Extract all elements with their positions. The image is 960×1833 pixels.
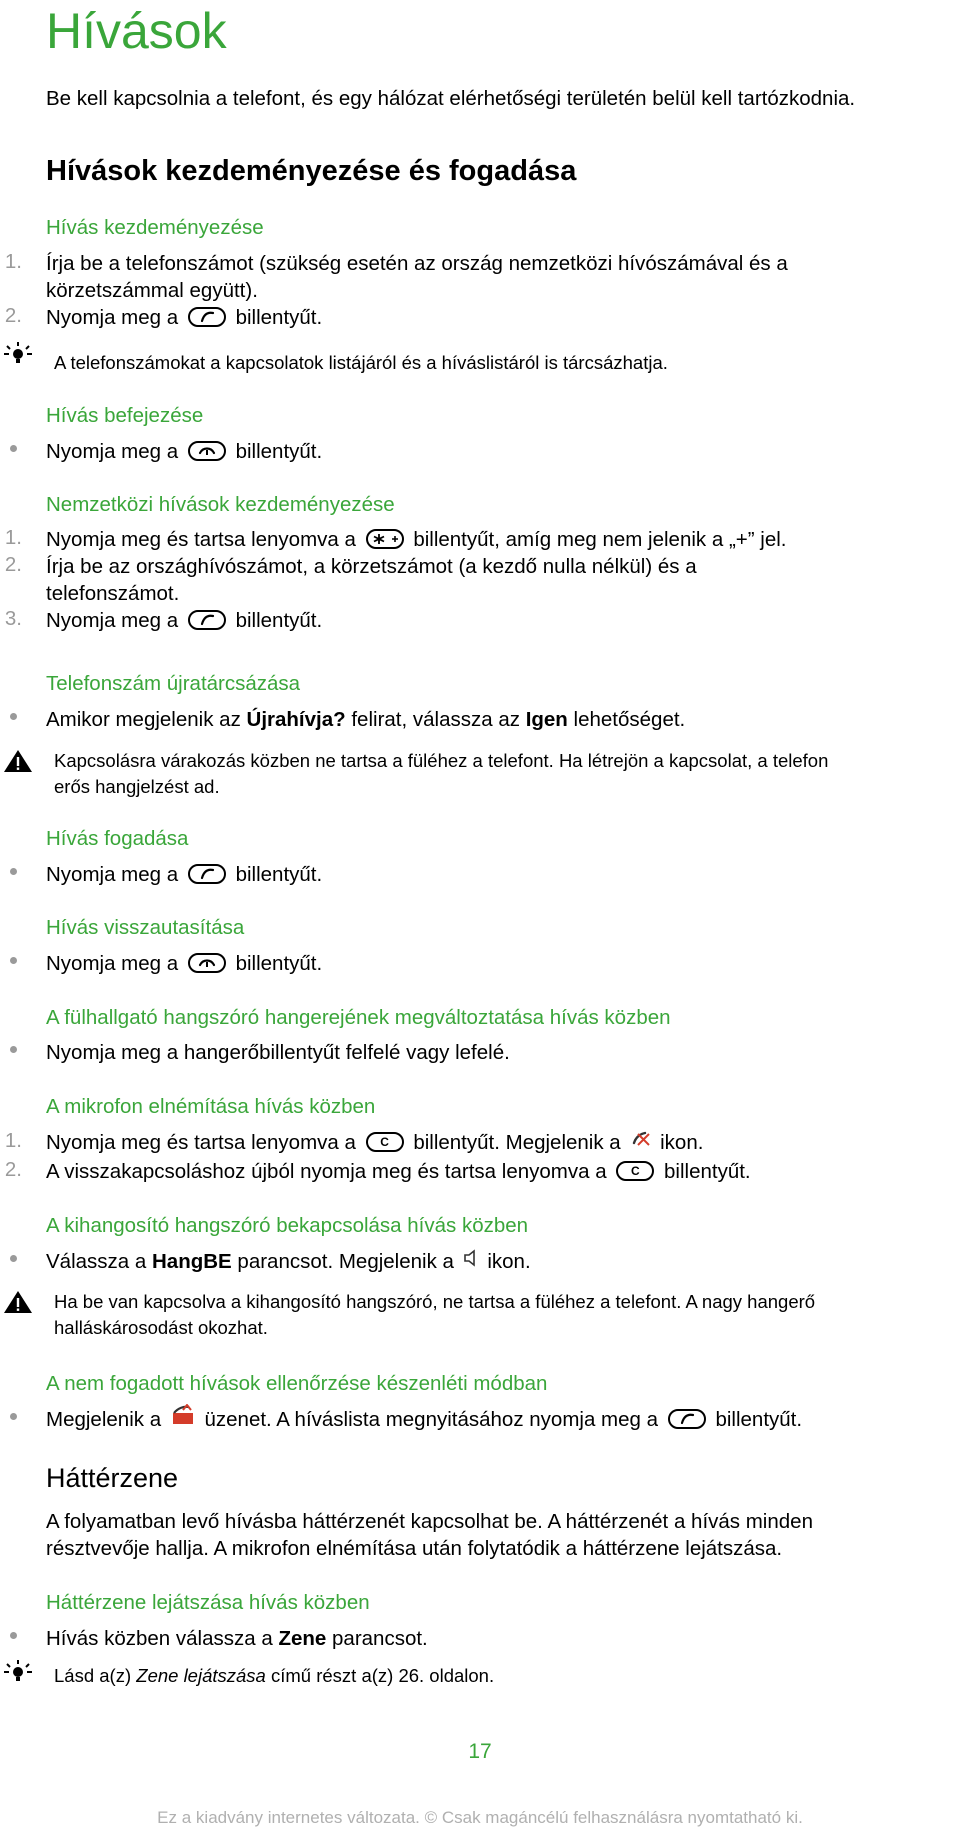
- background-music-paragraph: [46, 1508, 926, 1562]
- step-text: parancsot.: [332, 1627, 428, 1650]
- mute-step2: [46, 1158, 926, 1185]
- step-text: ikon.: [487, 1250, 531, 1273]
- warning-icon: [0, 1287, 36, 1317]
- missed-calls-text: [46, 1406, 926, 1435]
- speaker-icon: [463, 1247, 479, 1274]
- end-key-icon: [188, 441, 226, 461]
- call-key-icon: [668, 1409, 706, 1429]
- step-text: Amikor megjelenik az: [46, 708, 241, 731]
- step-text: billentyűt. Megjelenik a: [413, 1131, 621, 1154]
- cross-reference-title: Zene lejátszása: [136, 1665, 266, 1686]
- subheading-mute: A mikrofon elnémítása hívás közben: [46, 1095, 376, 1118]
- bullet: [10, 1413, 17, 1420]
- paragraph-line: A folyamatban levő hívásba háttérzenét kapcsolhat be. A háttérzenét a hívás minden: [46, 1510, 813, 1533]
- bullet: [10, 868, 17, 875]
- step-text: Hívás közben válassza a: [46, 1627, 273, 1650]
- subheading-play-music: Háttérzene lejátszása hívás közben: [46, 1591, 370, 1614]
- step-text: Nyomja meg a: [46, 440, 179, 463]
- step-text: parancsot. Megjelenik a: [237, 1250, 454, 1273]
- paragraph-line: résztvevője hallja. A mikrofon elnémítása után folytatódik a háttérzene lejátszása.: [46, 1537, 783, 1560]
- step-text: Nyomja meg a: [46, 863, 179, 886]
- step-text: üzenet. A híváslista megnyitásához nyomja meg a: [204, 1408, 659, 1431]
- menu-option-music: Zene: [278, 1627, 327, 1650]
- bullet: [10, 445, 17, 452]
- menu-option-speaker-on: HangBE: [151, 1250, 232, 1273]
- subheading-answer: Hívás fogadása: [46, 827, 189, 850]
- subheading-reject: Hívás visszautasítása: [46, 916, 245, 939]
- step-text: Nyomja meg a: [46, 952, 179, 975]
- step-text: billentyűt.: [715, 1408, 803, 1431]
- star-plus-key-icon: [366, 529, 404, 549]
- step-text: körzetszámmal együtt).: [46, 279, 258, 302]
- bullet: [10, 1632, 17, 1639]
- warning-line: erős hangjelzést ad.: [54, 776, 220, 797]
- step-number: 1.: [4, 250, 22, 273]
- call-key-icon: [188, 610, 226, 630]
- tip-bulb-icon: [0, 1658, 36, 1688]
- tip-text: A telefonszámokat a kapcsolatok listájáról és a híváslistáról is tárcsázhatja.: [54, 352, 668, 373]
- answer-text: [46, 861, 926, 888]
- volume-text: Nyomja meg a hangerőbillentyűt felfelé vagy lefelé.: [46, 1041, 510, 1064]
- step-text: Megjelenik a: [46, 1408, 162, 1431]
- end-call-text: [46, 438, 926, 465]
- step-text: billentyűt.: [235, 306, 323, 329]
- subheading-speaker: A kihangosító hangszóró bekapcsolása hívás közben: [46, 1214, 529, 1237]
- step-number: 2.: [4, 304, 22, 327]
- step-text: Nyomja meg a: [46, 306, 179, 329]
- step-text: Válassza a: [46, 1250, 147, 1273]
- c-key-icon: C: [616, 1161, 654, 1181]
- muted-mic-icon: [629, 1128, 651, 1155]
- tip-text-part: című részt a(z) 26. oldalon.: [270, 1665, 495, 1686]
- step-text: A visszakapcsoláshoz újból nyomja meg és tartsa lenyomva a: [46, 1160, 607, 1183]
- intro-text: Be kell kapcsolnia a telefont, és egy hálózat elérhetőségi területén belül kell tartózkodnia.: [46, 87, 856, 110]
- make-call-step1: [46, 250, 926, 304]
- make-call-step2: [46, 304, 926, 331]
- step-text: Nyomja meg a: [46, 609, 179, 632]
- call-key-icon: [188, 307, 226, 327]
- page-title: Hívások: [46, 3, 227, 59]
- section-heading-background-music: Háttérzene: [46, 1463, 179, 1493]
- step-text: Írja be az országhívószámot, a körzetszámot (a kezdő nulla nélkül) és a: [46, 555, 697, 578]
- step-text: felirat, válassza az: [351, 708, 520, 731]
- subheading-make-call: Hívás kezdeményezése: [46, 216, 264, 239]
- warning-line: Ha be van kapcsolva a kihangosító hangszóró, ne tartsa a füléhez a telefont. A nagy hangerő: [54, 1291, 816, 1312]
- step-number: 2.: [4, 553, 22, 576]
- step-text: lehetőséget.: [573, 708, 686, 731]
- step-text: billentyűt.: [235, 952, 323, 975]
- mute-step1: [46, 1129, 926, 1157]
- bullet: [10, 957, 17, 964]
- step-text: Írja be a telefonszámot (szükség esetén az ország nemzetközi hívószámával és a: [46, 252, 788, 275]
- subheading-end-call: Hívás befejezése: [46, 404, 204, 427]
- page-number: 17: [468, 1740, 492, 1763]
- bullet: [10, 1255, 17, 1262]
- step-text: ikon.: [660, 1131, 704, 1154]
- step-number: 1.: [4, 526, 22, 549]
- subheading-intl-call: Nemzetközi hívások kezdeményezése: [46, 493, 395, 516]
- subheading-missed-calls: A nem fogadott hívások ellenőrzése készenléti módban: [46, 1372, 548, 1395]
- subheading-volume: A fülhallgató hangszóró hangerejének megváltoztatása hívás közben: [46, 1006, 671, 1029]
- warning-line: Kapcsolásra várakozás közben ne tartsa a füléhez a telefont. Ha létrejön a kapcsolat, a telefon: [54, 750, 829, 771]
- bullet: [10, 713, 17, 720]
- play-music-text: [46, 1625, 926, 1652]
- tip-text: [54, 1663, 954, 1689]
- section-heading-calls: Hívások kezdeményezése és fogadása: [46, 155, 577, 187]
- reject-text: [46, 950, 926, 977]
- step-text: billentyűt.: [664, 1160, 751, 1183]
- intl-step3: [46, 607, 926, 634]
- speaker-text: [46, 1248, 926, 1276]
- call-key-icon: [188, 864, 226, 884]
- step-number: 3.: [4, 607, 22, 630]
- missed-call-icon: [170, 1404, 196, 1433]
- step-text: telefonszámot.: [46, 582, 180, 605]
- tip-bulb-icon: [0, 340, 36, 370]
- intl-step1: [46, 526, 926, 553]
- step-number: 1.: [4, 1129, 22, 1152]
- redial-text: [46, 706, 926, 733]
- subheading-redial: Telefonszám újratárcsázása: [46, 672, 301, 695]
- menu-option-redial: Újrahívja?: [246, 708, 346, 731]
- step-text: billentyűt.: [235, 440, 323, 463]
- warning-icon: [0, 746, 36, 776]
- warning-text: [54, 1289, 954, 1341]
- c-key-icon: C: [366, 1132, 404, 1152]
- step-number: 2.: [4, 1158, 22, 1181]
- menu-option-yes: Igen: [525, 708, 568, 731]
- tip-text-part: Lásd a(z): [54, 1665, 132, 1686]
- step-text: billentyűt, amíg meg nem jelenik a „+” jel.: [413, 528, 787, 551]
- step-text: Nyomja meg és tartsa lenyomva a: [46, 528, 356, 551]
- footer-notice: Ez a kiadvány internetes változata. © Csak magáncélú felhasználásra nyomtatható ki.: [157, 1808, 803, 1827]
- end-key-icon: [188, 953, 226, 973]
- warning-text: [54, 748, 954, 800]
- step-text: Nyomja meg és tartsa lenyomva a: [46, 1131, 356, 1154]
- warning-line: halláskárosodást okozhat.: [54, 1317, 268, 1338]
- step-text: billentyűt.: [235, 863, 323, 886]
- intl-step2: [46, 553, 926, 607]
- step-text: billentyűt.: [235, 609, 323, 632]
- bullet: [10, 1046, 17, 1053]
